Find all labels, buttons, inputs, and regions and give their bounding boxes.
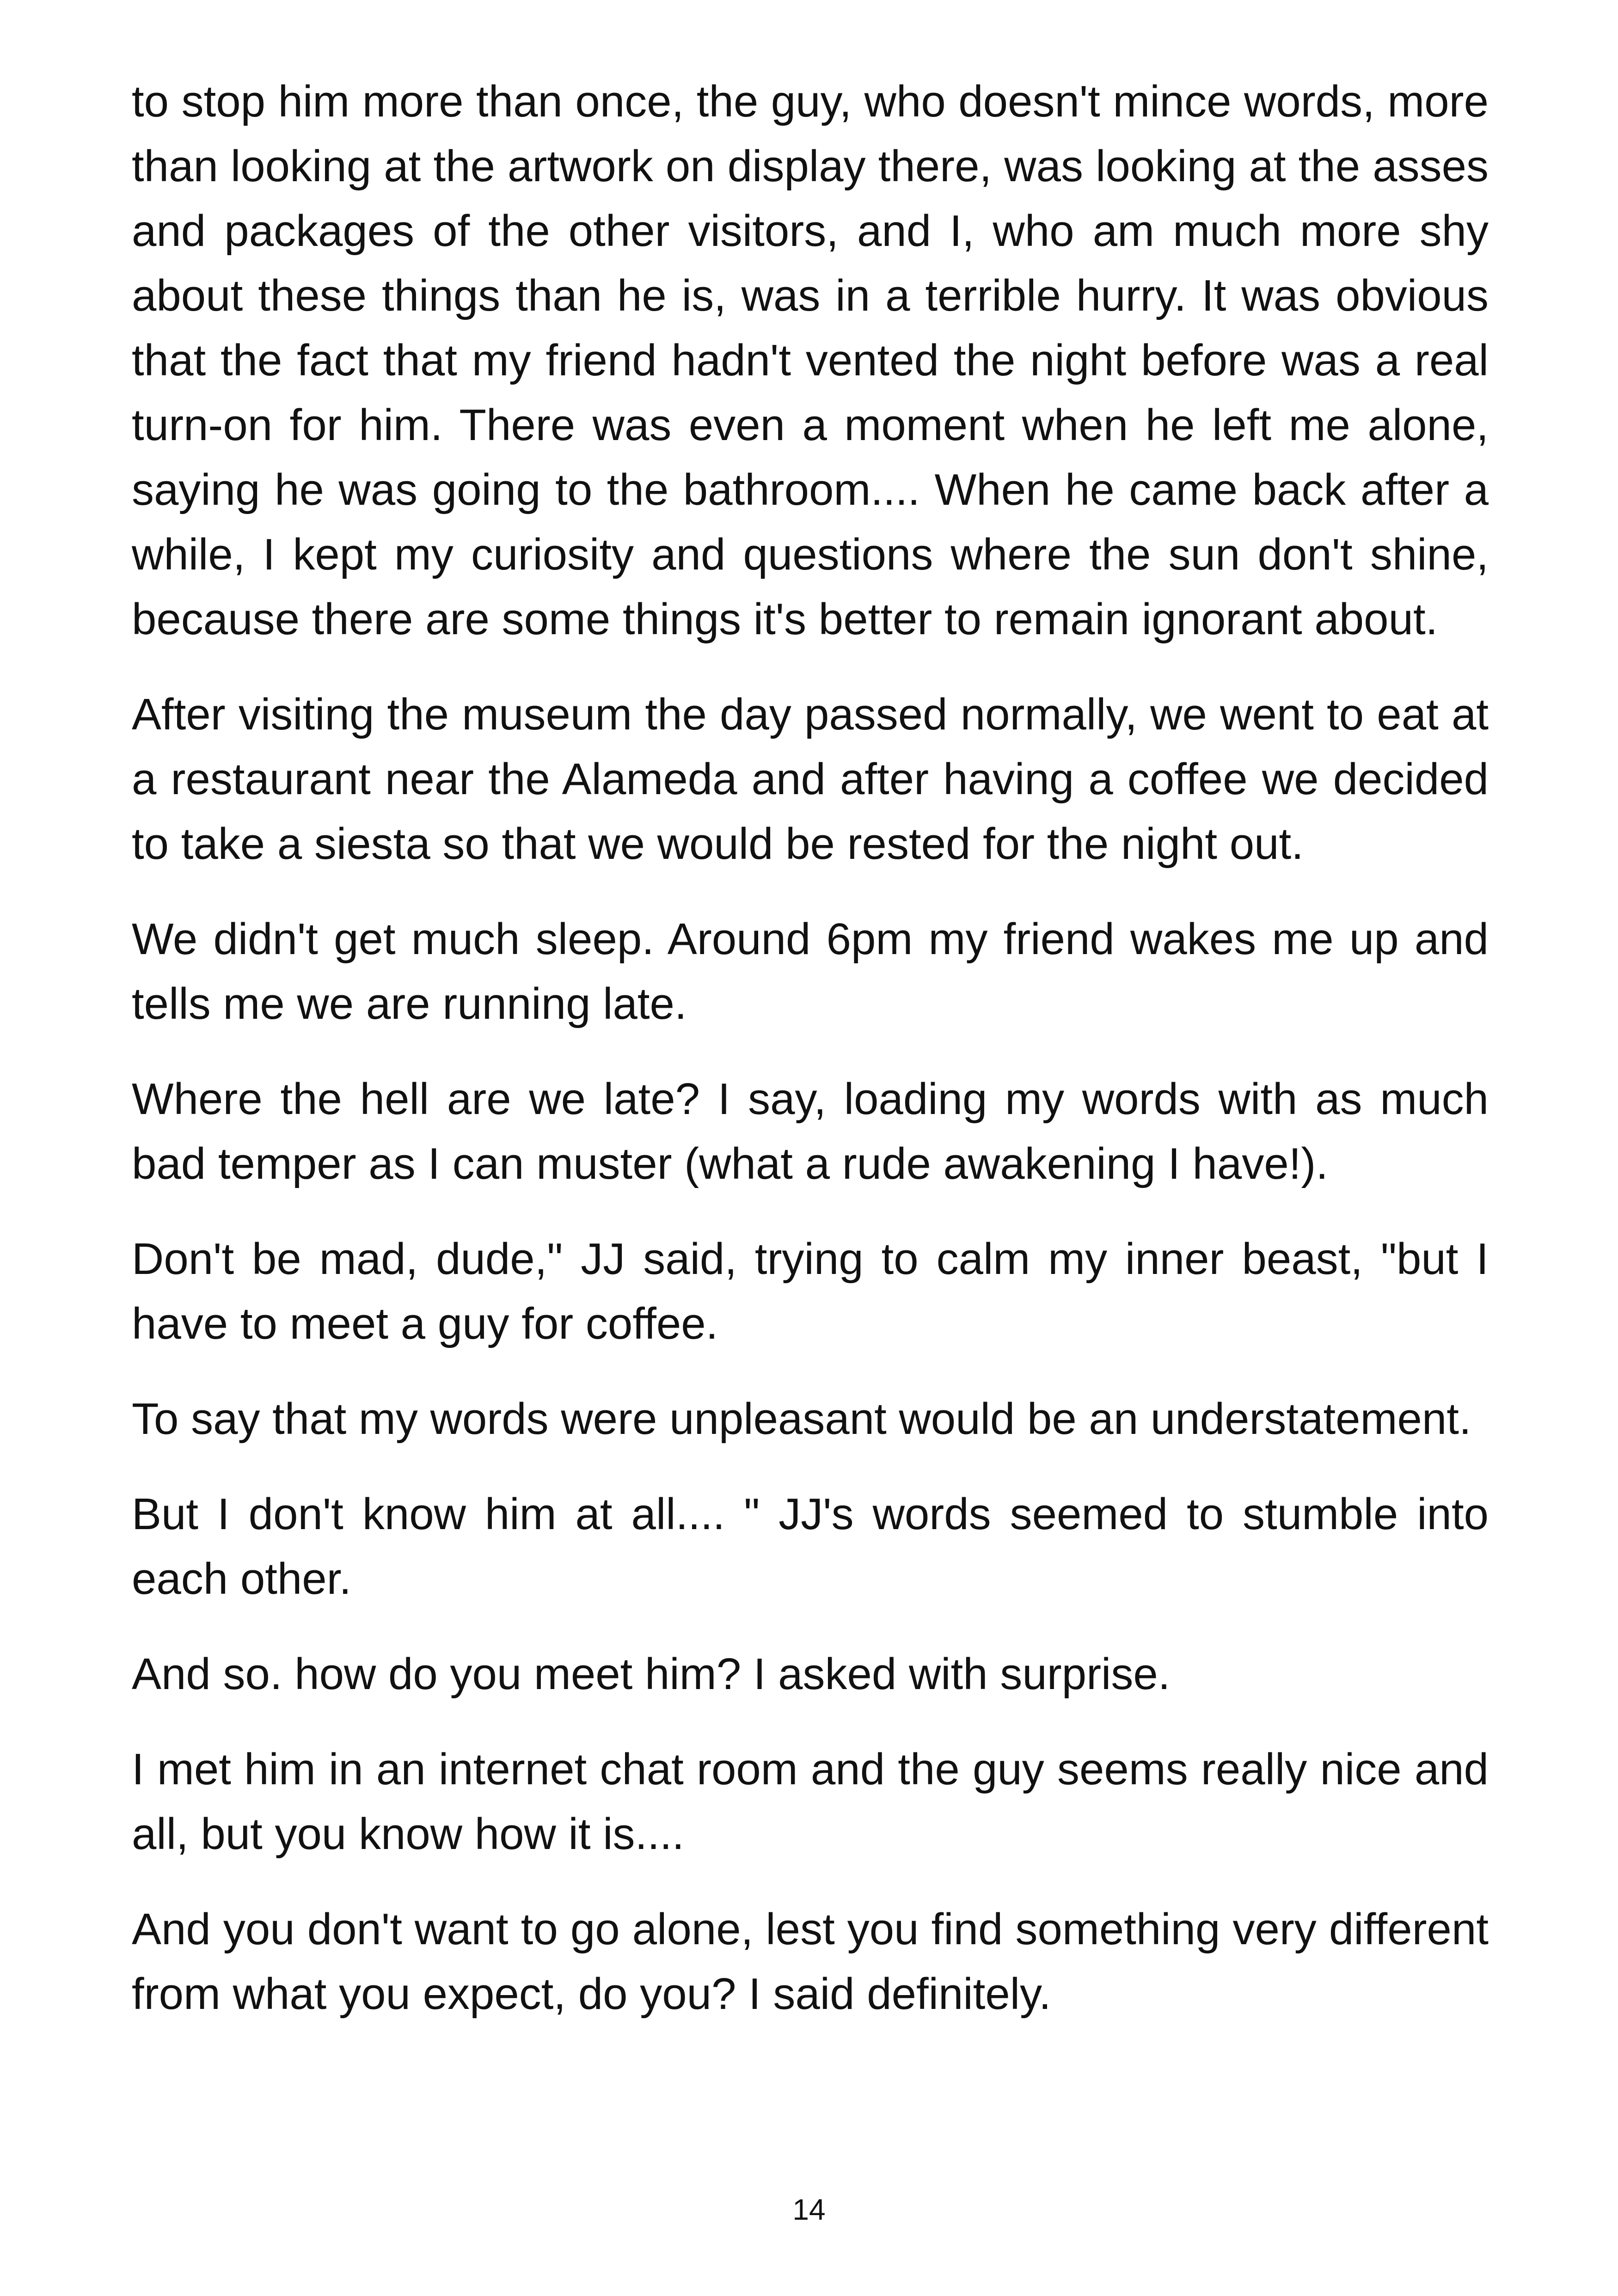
paragraph-5: Don't be mad, dude," JJ said, trying to calm my inner beast, "but I have to meet a guy for coffee.	[132, 1234, 1489, 1348]
paragraph-7: But I don't know him at all.... " JJ's words seemed to stumble into each other.	[132, 1489, 1489, 1604]
page-body	[132, 69, 1489, 2057]
page-number: 14	[792, 2193, 826, 2226]
paragraph-8: And so. how do you meet him? I asked with surprise.	[132, 1649, 1171, 1699]
paragraph-10: And you don't want to go alone, lest you find something very different from what you expect, do you? I said definitely.	[132, 1904, 1489, 2019]
paragraph-9: I met him in an internet chat room and the guy seems really nice and all, but you know how it is....	[132, 1745, 1489, 1859]
paragraph-2: After visiting the museum the day passed normally, we went to eat at a restaurant near the Alameda and after having a coffee we decided to take a siesta so that we would be rested for the night out.	[132, 690, 1489, 869]
paragraph-4: Where the hell are we late? I say, loading my words with as much bad temper as I can muster (what a rude awakening I have!).	[132, 1074, 1489, 1188]
paragraph-3: We didn't get much sleep. Around 6pm my friend wakes me up and tells me we are running late.	[132, 914, 1489, 1029]
paragraph-6: To say that my words were unpleasant would be an understatement.	[132, 1394, 1471, 1444]
paragraph-1: to stop him more than once, the guy, who doesn't mince words, more than looking at the artwork on display there, was looking at the asses and packages of the other visitors, and I, who am much more shy about these things than he is, was in a terrible hurry. It was obvious that the fact that my friend hadn't vented the night before was a real turn-on for him. There was even a moment when he left me alone, saying he was going to the bathroom.... When he came back after a while, I kept my curiosity and questions where the sun don't shine, because there are some things it's better to remain ignorant about.	[132, 77, 1489, 644]
